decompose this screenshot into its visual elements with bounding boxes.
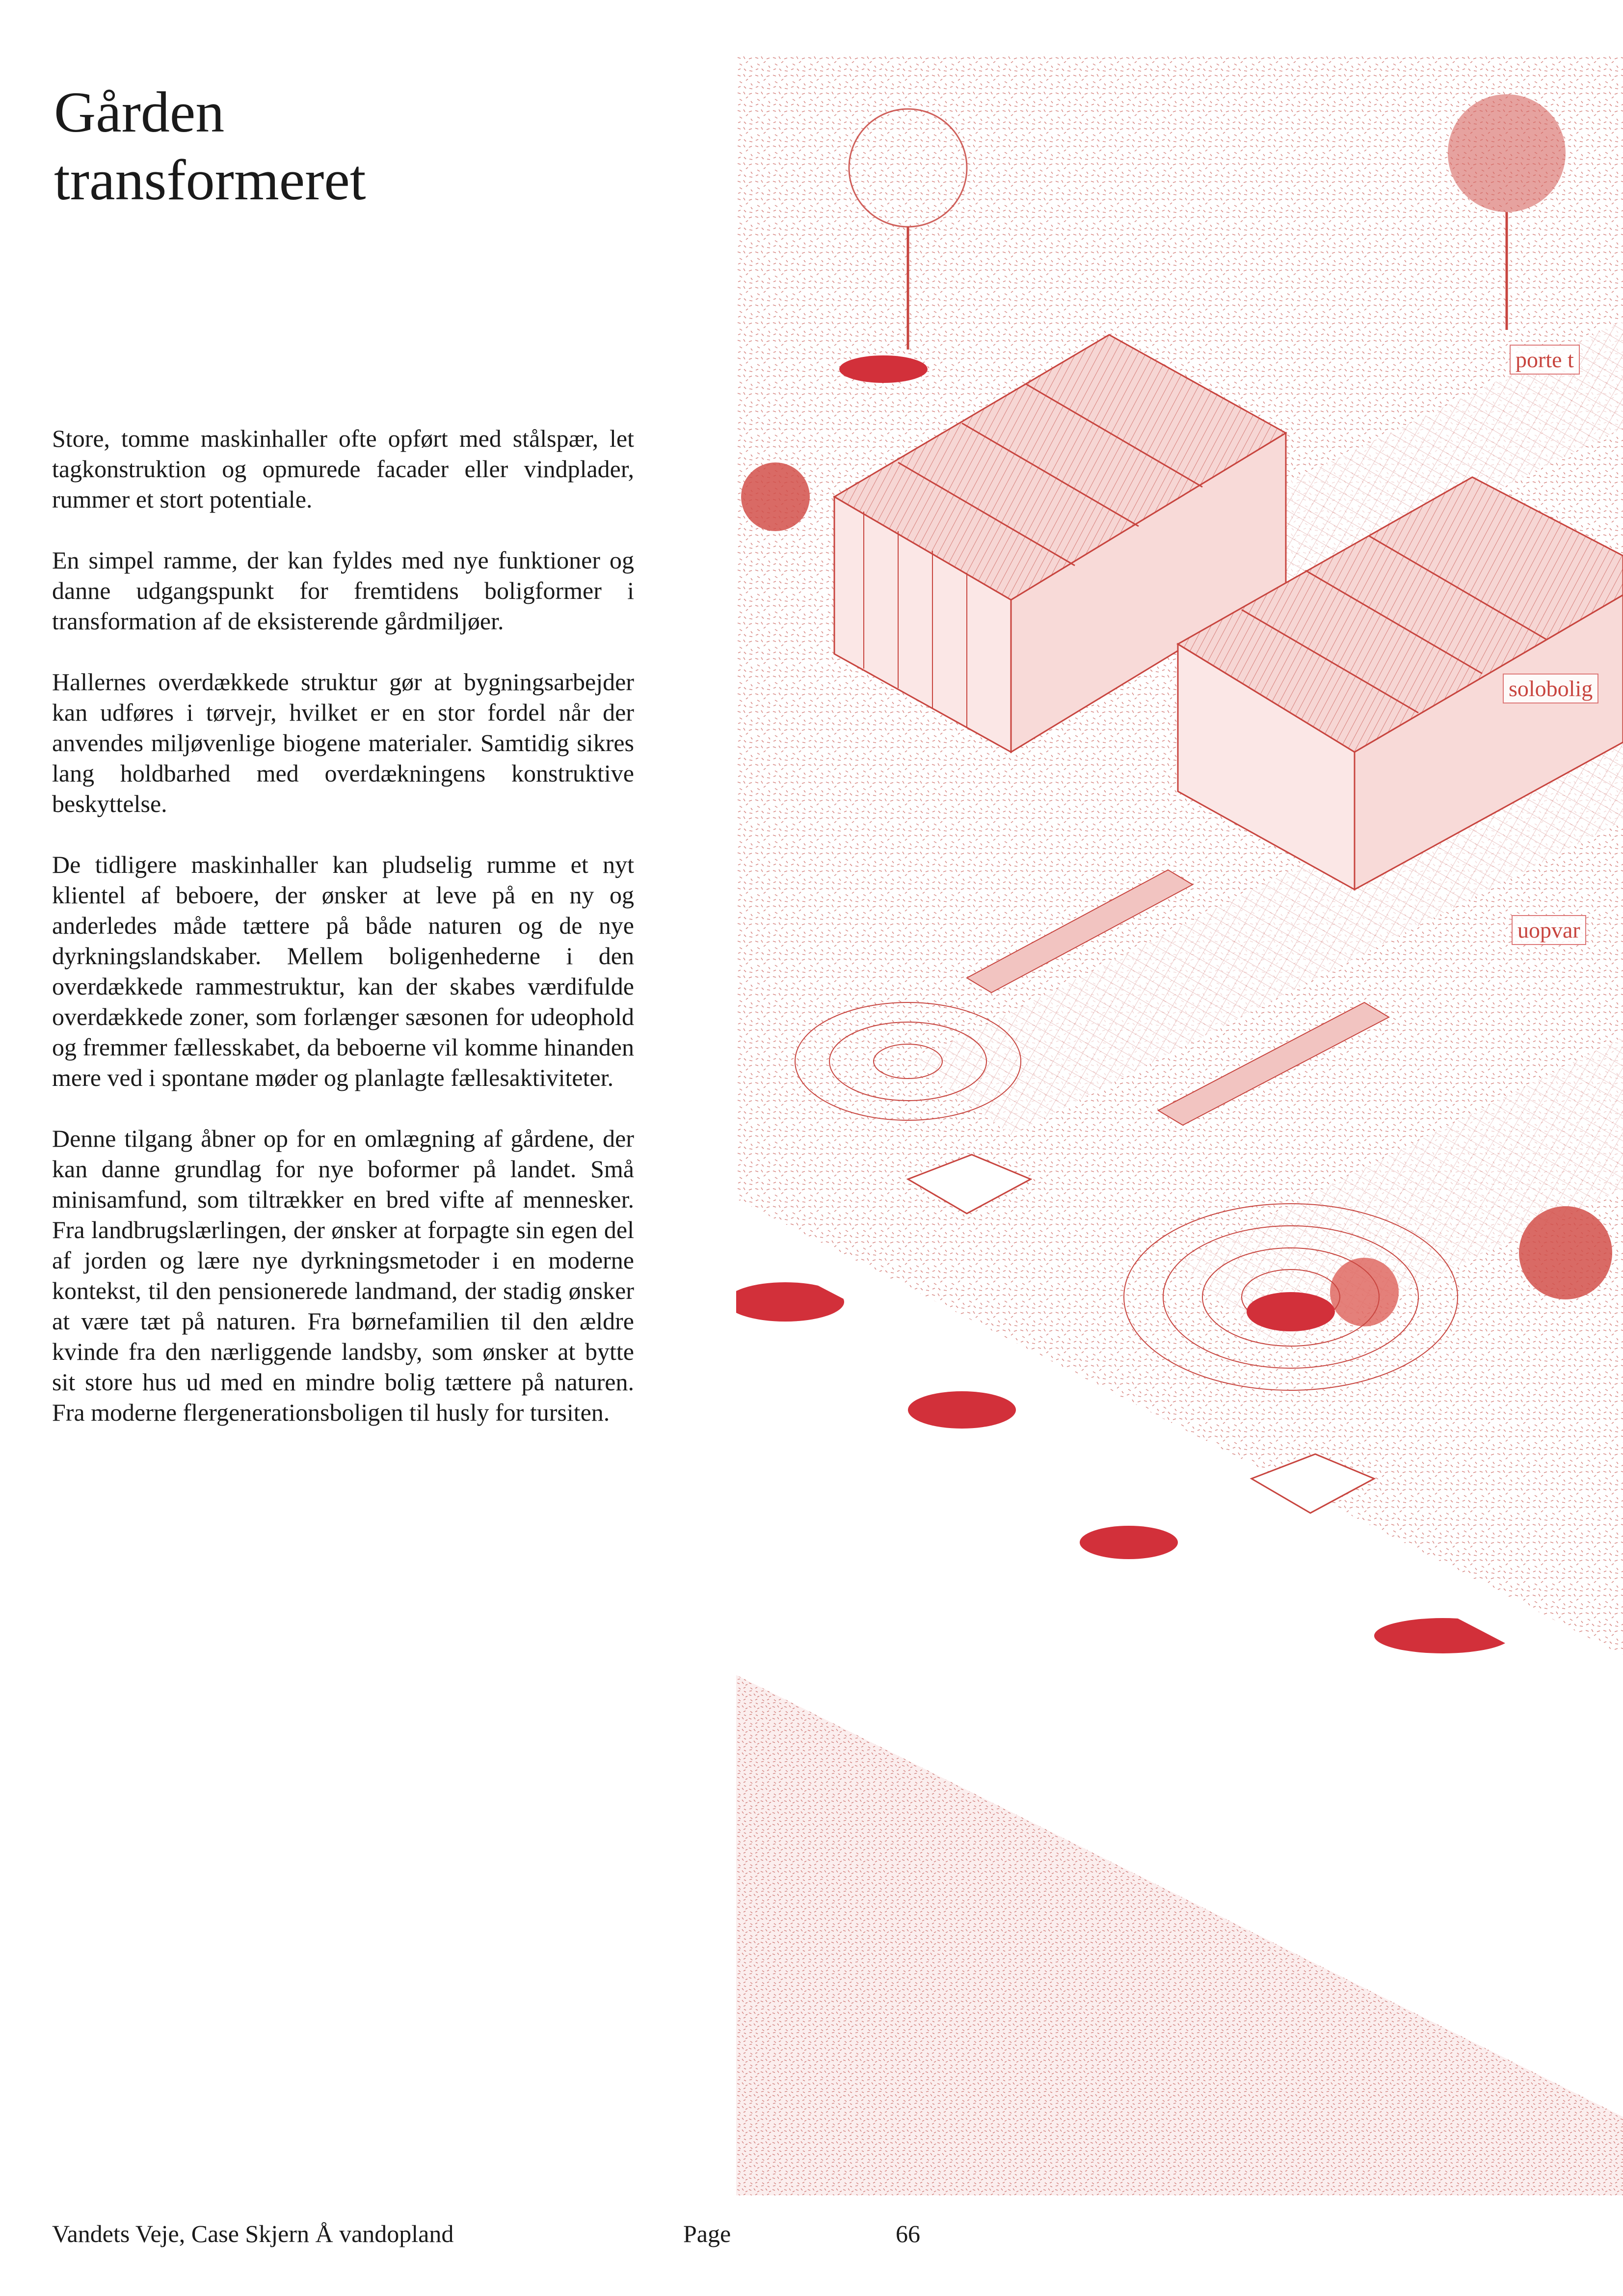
footer-page-label: Page [683,2220,731,2247]
paragraph-3: Hallernes overdækkede struktur gør at bygningsarbejder kan udføres i tørvejr, hvilket er en stor fordel når der anvendes miljøvenlige biogene materialer. Samtidig sikres lang holdbarhed med overdækningens konstruktive beskyttelse. [52,668,634,817]
paragraph-2: En simpel ramme, der kan fyldes med nye funktioner og danne udgangspunkt for fremtidens boligformer i transformation af de eksisterende gårdmiljøer. [52,546,634,635]
paragraph-1: Store, tomme maskinhaller ofte opført med stålspær, let tagkonstruktion og opmurede facader eller vindplader, rummer et stort potentiale. [52,425,634,513]
paragraph-5: Denne tilgang åbner op for en omlægning af gårdene, der kan danne grundlag for nye boformer på landet. Små minisamfund, som tiltrækker en bred vifte af mennesker. Fra landbrugslærlingen, der ønsker at forpagte sin egen del af jorden og lære nye dyrkningsmetoder i en moderne kontekst, til den pensionerede landmand, der stadig ønsker at være tæt på naturen. Fra børnefamilien til den ældre kvinde fra den nærliggende landsby, som ønsker at bytte sit store hus ud med en mindre bolig tættere på naturen. Fra moderne flergenerationsboligen til husly for tursiten. [52,1125,634,1426]
illustration-svg [736,55,1623,2195]
body-text [52,423,634,1458]
title-line-2: transformeret [54,148,366,212]
page-title [54,79,366,214]
label-solobolig: solobolig [1503,674,1598,703]
label-porte: porte t [1510,345,1580,375]
footer-source: Vandets Veje, Case Skjern Å vandopland [52,2220,454,2247]
label-uopvar: uopvar [1512,915,1586,945]
title-line-1: Gården [54,80,225,144]
paragraph-4: De tidligere maskinhaller kan pludselig rumme et nyt klientel af beboere, der ønsker at leve på en ny og anderledes måde tættere på både naturen og de nye dyrkningslandskaber. Mellem boligenhederne i den overdækkede rammestruktur, kan der skabes værdifulde overdækkede zoner, som forlænger sæsonen for udeophold og fremmer fællesskabet, da beboerne vil komme hinanden mere ved i spontane møder og planlagte fællesaktiviteter. [52,851,634,1091]
axonometric-illustration [736,55,1623,2195]
footer-page-number: 66 [896,2220,920,2247]
